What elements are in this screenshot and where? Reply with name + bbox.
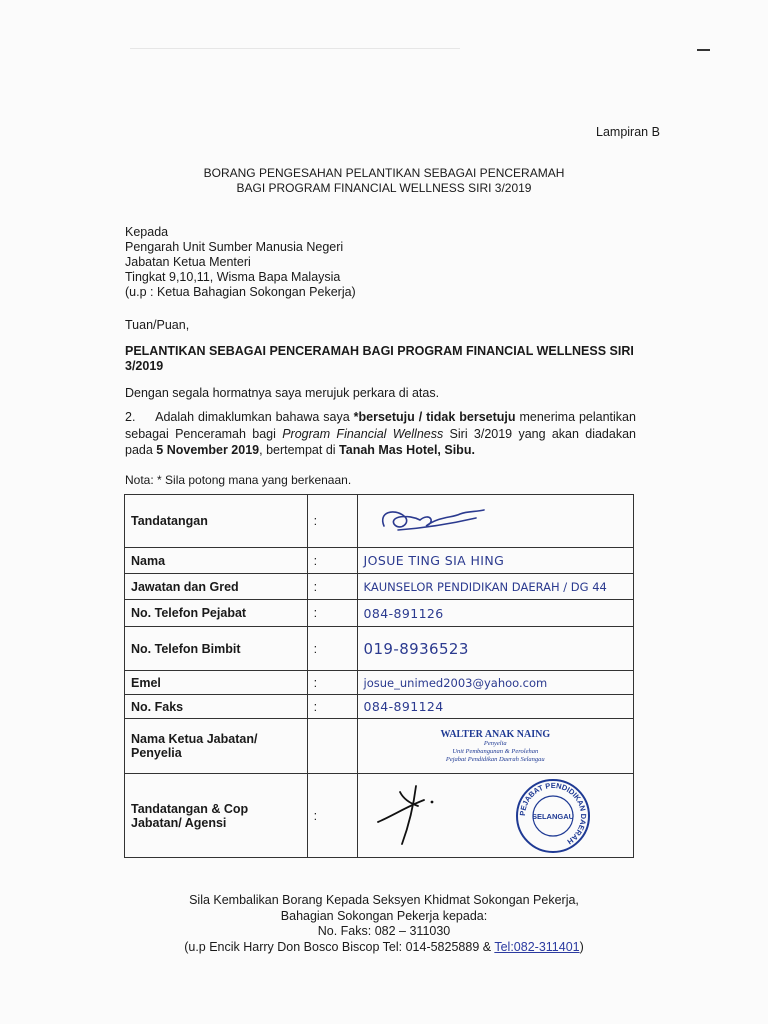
tel-pejabat-value[interactable]: 084-891126 bbox=[357, 600, 633, 627]
cop-cell[interactable] bbox=[357, 774, 633, 858]
table-row bbox=[125, 548, 634, 574]
colon: : bbox=[307, 548, 357, 574]
label-tandatangan: Tandatangan bbox=[125, 495, 308, 548]
table-row bbox=[125, 774, 634, 858]
jawatan-value[interactable]: KAUNSELOR PENDIDIKAN DAERAH / DG 44 bbox=[357, 574, 633, 600]
signature-cell[interactable] bbox=[357, 495, 633, 548]
table-row bbox=[125, 574, 634, 600]
ketua-stamp-cell bbox=[357, 719, 633, 774]
nota-note: Nota: * Sila potong mana yang berkenaan. bbox=[125, 473, 352, 487]
colon: : bbox=[307, 774, 357, 858]
ketua-title-2: Unit Pembangunan & Perolehan bbox=[452, 747, 539, 755]
tel-bimbit-value[interactable]: 019-8936523 bbox=[357, 627, 633, 671]
signature-scribble bbox=[364, 502, 494, 538]
footer-line-3: No. Faks: 082 – 311030 bbox=[317, 924, 451, 938]
ketua-title-1: Penyelia bbox=[483, 739, 507, 747]
footer-close-paren: ) bbox=[579, 939, 584, 954]
department-stamp bbox=[514, 777, 592, 855]
table-row bbox=[125, 600, 634, 627]
address-line-2: Jabatan Ketua Menteri bbox=[125, 255, 251, 269]
confirmation-form-table bbox=[124, 494, 634, 858]
para2-num: 2. bbox=[125, 410, 136, 424]
table-row bbox=[125, 627, 634, 671]
label-emel: Emel bbox=[125, 671, 308, 695]
phone-link[interactable]: Tel:082-311401 bbox=[494, 939, 580, 954]
para2-bold-venue: Tanah Mas Hotel, Sibu. bbox=[339, 443, 475, 457]
paragraph-1: Dengan segala hormatnya saya merujuk perkara di atas. bbox=[125, 386, 440, 400]
colon: : bbox=[307, 574, 357, 600]
para2-bold-date: 5 November 2019 bbox=[156, 443, 260, 457]
paragraph-2 bbox=[125, 409, 636, 459]
label-tel-pejabat: No. Telefon Pejabat bbox=[125, 600, 308, 627]
subject-heading: PELANTIKAN SEBAGAI PENCERAMAH BAGI PROGRAM FINANCIAL WELLNESS SIRI 3/2019 bbox=[125, 344, 634, 373]
signature-mark bbox=[372, 782, 442, 848]
footer-line-4 bbox=[0, 940, 768, 956]
para2-text-3: Siri 3/2019 yang akan diadakan pada bbox=[125, 426, 636, 457]
table-row bbox=[125, 495, 634, 548]
label-tel-bimbit: No. Telefon Bimbit bbox=[125, 627, 308, 671]
para2-text-4: , bertempat di bbox=[259, 443, 340, 457]
para2-text-2: menerima pelantikan sebagai Penceramah bagi bbox=[125, 410, 636, 441]
ketua-title-3: Pejabat Pendidikan Daerah Selangau bbox=[445, 755, 545, 763]
label-nama: Nama bbox=[125, 548, 308, 574]
faks-value[interactable]: 084-891124 bbox=[357, 695, 633, 719]
ketua-name-stamp: WALTER ANAK NAING bbox=[440, 728, 551, 740]
colon: : bbox=[307, 600, 357, 627]
label-tandatangan-cop: Tandatangan & Cop Jabatan/ Agensi bbox=[125, 774, 308, 858]
title-line-2: BAGI PROGRAM FINANCIAL WELLNESS SIRI 3/2019 bbox=[236, 180, 532, 195]
lampiran-label: Lampiran B bbox=[596, 125, 660, 139]
scan-artifact-line bbox=[130, 48, 460, 49]
table-row bbox=[125, 719, 634, 774]
address-line-4: (u.p : Ketua Bahagian Sokongan Pekerja) bbox=[125, 285, 356, 299]
label-ketua-jabatan: Nama Ketua Jabatan/ Penyelia bbox=[125, 719, 308, 774]
emel-value[interactable]: josue_unimed2003@yahoo.com bbox=[357, 671, 633, 695]
label-jawatan: Jawatan dan Gred bbox=[125, 574, 308, 600]
stamp-center-text: SELANGAU bbox=[531, 812, 574, 821]
scan-artifact-dash bbox=[697, 49, 710, 51]
colon: : bbox=[307, 695, 357, 719]
label-faks: No. Faks bbox=[125, 695, 308, 719]
colon: : bbox=[307, 495, 357, 548]
stamp-ring-text: PEJABAT PENDIDIKAN DAERAH bbox=[517, 780, 588, 847]
footer-contact-text: (u.p Encik Harry Don Bosco Biscop Tel: 014-5825889 & bbox=[184, 939, 495, 954]
title-line-1: BORANG PENGESAHAN PELANTIKAN SEBAGAI PENCERAMAH bbox=[203, 166, 565, 180]
colon-empty bbox=[307, 719, 357, 774]
footer-line-2: Bahagian Sokongan Pekerja kepada: bbox=[280, 908, 488, 923]
colon: : bbox=[307, 627, 357, 671]
address-line-1: Pengarah Unit Sumber Manusia Negeri bbox=[125, 240, 344, 254]
colon: : bbox=[307, 671, 357, 695]
address-line-3: Tingkat 9,10,11, Wisma Bapa Malaysia bbox=[125, 270, 341, 284]
nama-value[interactable]: JOSUE TING SIA HING bbox=[357, 548, 633, 574]
para2-italic-program: Program Financial Wellness bbox=[282, 426, 444, 441]
salutation: Tuan/Puan, bbox=[125, 318, 190, 332]
para2-bold-agree: *bersetuju / tidak bersetuju bbox=[353, 410, 516, 424]
footer-instructions bbox=[0, 893, 768, 955]
footer-line-1: Sila Kembalikan Borang Kepada Seksyen Khidmat Sokongan Pekerja, bbox=[189, 893, 579, 907]
kepada-label: Kepada bbox=[125, 225, 169, 239]
para2-text-1: Adalah dimaklumkan bahawa saya bbox=[155, 410, 354, 424]
document-title bbox=[0, 166, 768, 195]
table-row bbox=[125, 671, 634, 695]
recipient-address bbox=[125, 225, 356, 300]
table-row bbox=[125, 695, 634, 719]
